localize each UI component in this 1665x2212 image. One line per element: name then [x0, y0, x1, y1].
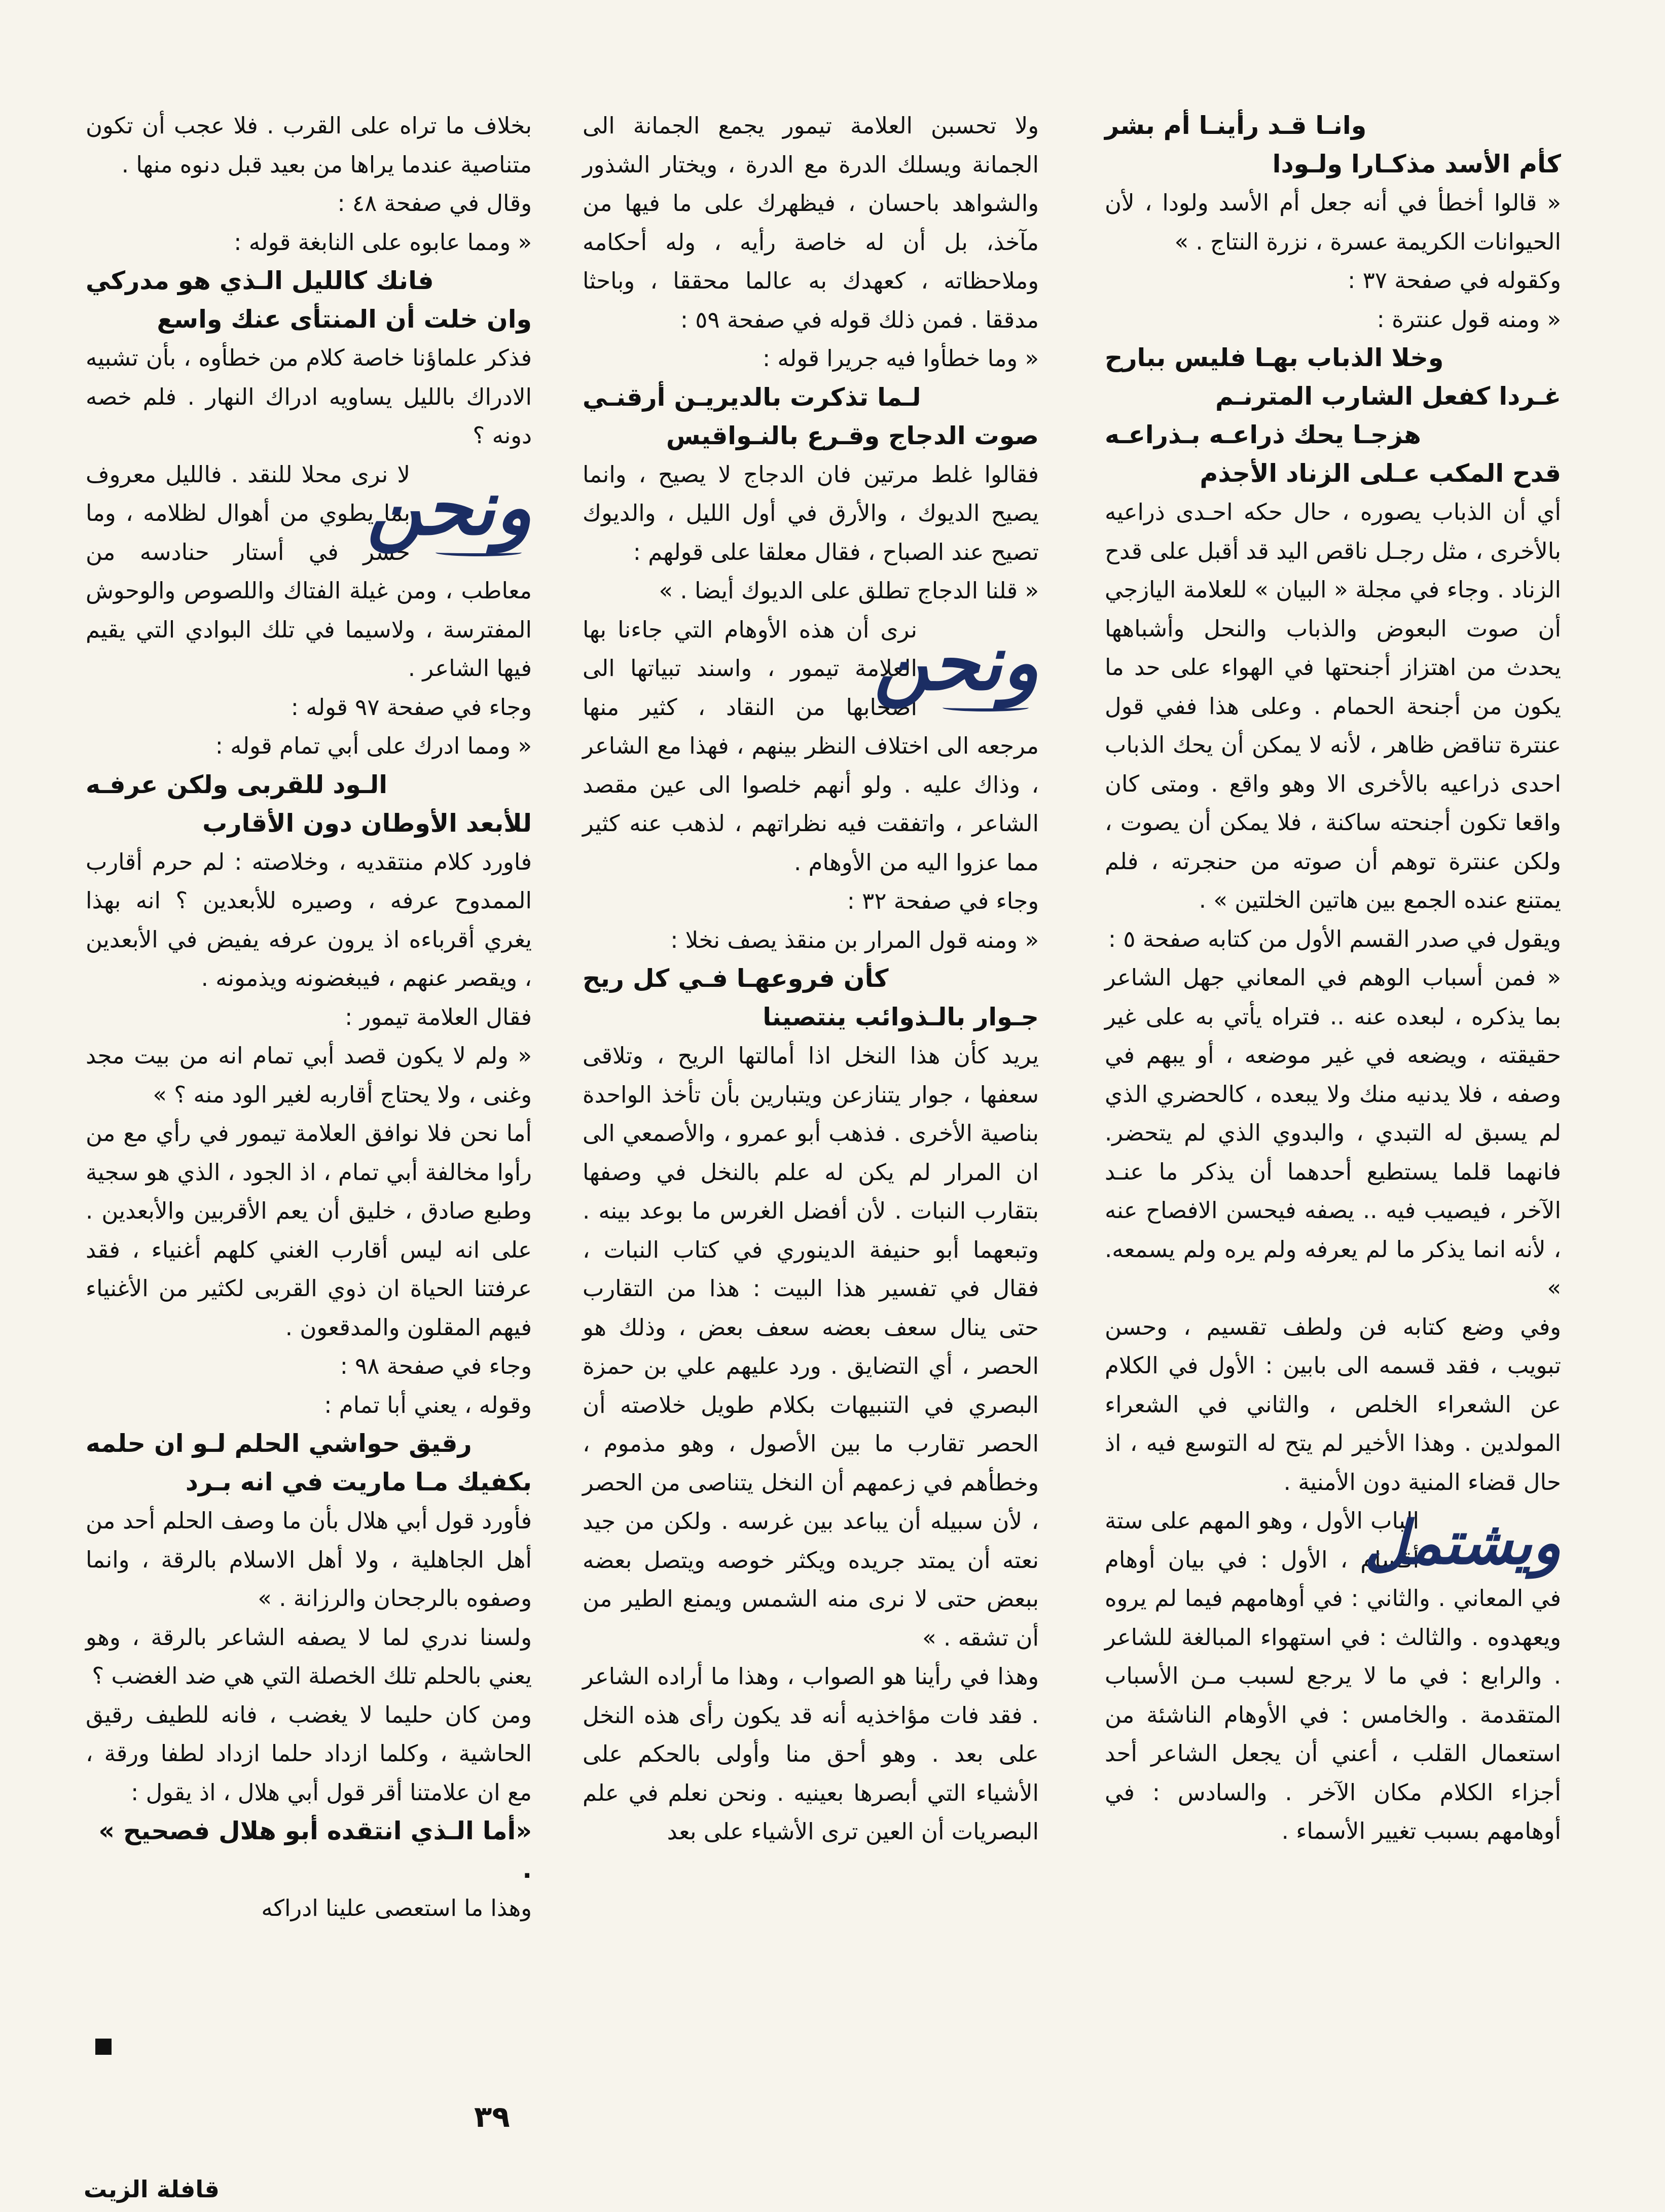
page-number: ٣٩ — [474, 2099, 510, 2134]
article-paragraph — [583, 921, 1039, 960]
verse-text: وان خلت أن المنتأى عنك واسع — [157, 305, 532, 334]
paragraph-text: « ومما عابوه على النابغة قوله : — [234, 228, 532, 256]
paragraph-text: « فمن أسباب الوهم في المعاني جهل الشاعر بما يذكره ، لبعده عنه .. فتراه يأتي به على غير حقيقته ، ويضعه في غير موضعه ، أو يبهم في وصفه ، فلا يدنيه منك ولا يبعده ، كالحضري الذي لم يسبق له التبدي ، والبدوي الذي لم يتحضر. فانهما قلما يستطيع أحدهما أن يذكر ما عنـد الآخر ، فيصيب فيه .. يصفه فيحسن الافصاح عنه ، لأنه انما يذكر ما لم يعرفه ولم يره ولم يسمعه. » — [1105, 964, 1561, 1301]
verse-text: غـردا كفعل الشارب المترنـم — [1215, 382, 1561, 411]
article-paragraph — [86, 455, 532, 688]
article-paragraph — [86, 223, 532, 262]
paragraph-text: « ولم لا يكون قصد أبي تمام انه من بيت مجد وغنى ، ولا يحتاج أقاربه لغير الود منه ؟ » — [86, 1042, 532, 1108]
paragraph-text: وقوله ، يعني أبا تمام : — [324, 1391, 532, 1418]
article-paragraph — [86, 106, 532, 184]
article-column-middle — [583, 106, 1039, 1851]
poem-verse — [1105, 106, 1561, 145]
poem-verse — [86, 1812, 532, 1889]
magazine-name: قافلة الزيت — [84, 2175, 220, 2203]
paragraph-text: فقال العلامة تيمور : — [345, 1003, 532, 1030]
article-paragraph — [86, 688, 532, 727]
article-paragraph — [1105, 300, 1561, 339]
paragraph-text: فقالوا غلط مرتين فان الدجاج لا يصيح ، وانما يصيح الديوك ، والأرق في أول الليل ، والديوك تصيح عند الصباح ، فقال معلقا على قولهم : — [583, 460, 1039, 565]
poem-verse — [1105, 416, 1561, 454]
article-paragraph — [86, 998, 532, 1037]
article-paragraph — [86, 1696, 532, 1812]
verse-text: وخلا الذباب بهـا فليس ببارح — [1105, 343, 1444, 372]
poem-verse — [583, 378, 1039, 417]
article-paragraph — [1105, 184, 1561, 261]
article-paragraph — [1105, 493, 1561, 920]
article-end-square-icon — [95, 2039, 112, 2055]
poem-verse — [1105, 339, 1561, 377]
paragraph-text: يريد كأن هذا النخل اذا أمالتها الريح ، وتلاقى سعفها ، جوار يتنازعن ويتبارين بأن تأخذ الواحدة بناصية الأخرى . فذهب أبو عمرو ، والأصمعي الى ان المرار لم يكن له علم بالنخل في وصفها بتقارب النبات . لأن أفضل الغرس ما بوعد بينه . وتبعهما أبو حنيفة الدينوري في كتاب النبات ، فقال في تفسير هذا البيت : هذا من التقارب حتى ينال سعف بعضه سعف بعض ، وذلك هو الحصر ، أي التضايق . ورد عليهم علي بن حمزة البصري في التنبيهات بكلام طويل خلاصته أن الحصر تقارب ما بين الأصول ، وهو مذموم ، وخطأهم في زعمهم أن النخل يتناصى من الحصر ، لأن سبيله أن يباعد بين غرسه . ولكن من جيد نعته أن يمتد جريده ويكثر خوصه ويتصل بعضه ببعض حتى لا نرى منه الشمس ويمنع الطير من أن تشقه . » — [583, 1042, 1039, 1651]
paragraph-text: وجاء في صفحة ٣٢ : — [847, 887, 1039, 914]
poem-verse — [1105, 145, 1561, 184]
article-paragraph — [86, 184, 532, 223]
paragraph-text: « قالوا أخطأ في أنه جعل أم الأسد ولودا ، لأن الحيوانات الكريمة عسرة ، نزرة النتاج . » — [1105, 189, 1561, 255]
paragraph-text: وجاء في صفحة ٩٧ قوله : — [291, 693, 532, 721]
verse-text: وانـا قـد رأينـا أم بشر — [1105, 111, 1367, 140]
poem-verse — [1105, 454, 1561, 493]
article-paragraph — [86, 339, 532, 455]
poem-verse — [86, 766, 532, 804]
article-paragraph — [86, 1037, 532, 1114]
article-paragraph — [583, 106, 1039, 339]
verse-text: فانك كالليل الـذي هو مدركي — [86, 266, 434, 295]
poem-verse — [86, 804, 532, 843]
paragraph-text: ومن كان حليما لا يغضب ، فانه للطيف رقيق الحاشية ، وكلما ازداد حلما ازداد لطفا ورقة ، مع ان علامتنا أقر قول أبي هلال ، اذ يقول : — [86, 1701, 532, 1806]
article-paragraph — [583, 611, 1039, 882]
article-paragraph — [86, 1502, 532, 1618]
poem-verse — [583, 998, 1039, 1037]
article-paragraph — [86, 1114, 532, 1347]
verse-text: الـود للقربى ولكن عرفـه — [86, 770, 388, 799]
verse-text: لـما تذكرت بالديريـن أرقنـي — [583, 382, 921, 412]
article-paragraph — [583, 455, 1039, 572]
poem-verse — [86, 1463, 532, 1502]
paragraph-text: وجاء في صفحة ٩٨ : — [340, 1352, 532, 1379]
poem-verse — [583, 417, 1039, 455]
article-paragraph — [86, 1889, 532, 1928]
paragraph-text: لا نرى محلا للنقد . فالليل معروف بما يطوي من أهوال لظلامه ، وما حشر في أستار حنادسه من معاطب ، ومن غيلة الفتاك واللصوص والوحوش المفترسة ، ولاسيما في تلك البوادي التي يقيم فيها الشاعر . — [86, 460, 532, 682]
article-column-left — [86, 106, 532, 1928]
article-paragraph — [86, 1386, 532, 1425]
poem-verse — [1105, 377, 1561, 416]
article-paragraph — [1105, 1308, 1561, 1502]
verse-text: قدح المكب عـلى الزناد الأجذم — [1200, 459, 1561, 488]
paragraph-text: أما نحن فلا نوافق العلامة تيمور في رأي مع من رأوا مخالفة أبي تمام ، اذ الجود ، الذي هو سجية وطبع صادق ، خليق أن يعم الأقربين والأبعدين . على انه ليس أقارب الغني كلهم أغنياء ، فقد عرفتنا الحياة ان ذوي القربى لكثير من الأغنياء فيهم المقلون والمدقعون . — [86, 1120, 532, 1341]
poem-verse — [86, 1424, 532, 1463]
poem-verse — [86, 262, 532, 300]
paragraph-text: وفي وضع كتابه فن ولطف تقسيم ، وحسن تبويب ، فقد قسمه الى بابين : الأول في الكلام عن الشعراء الخلص ، والثاني في الشعراء المولدين . وهذا الأخير لم يتح له التوسع فيه ، اذ حال قضاء المنية دون الأمنية . — [1105, 1313, 1561, 1495]
article-paragraph — [1105, 920, 1561, 959]
poem-verse — [86, 300, 532, 339]
paragraph-text: الباب الأول ، وهو المهم على ستة أقسام ، الأول : في بيان أوهام في المعاني . والثاني : في أوهامهم فيما لم يروه ويعهدوه . والثالث : في استهواء المبالغة للشاعر . والرابع : في ما لا يرجع لسبب مـن الأسباب المتقدمة . والخامس : في الأوهام الناشئة من استعمال القلب ، أعني أن يجعل الشاعر أحد أجزاء الكلام مكان الآخر . والسادس : في أوهامهم بسبب تغيير الأسماء . — [1105, 1507, 1561, 1844]
paragraph-text: بخلاف ما تراه على القرب . فلا عجب أن تكون متناصية عندما يراها من بعيد قبل دنوه منها . — [86, 112, 532, 178]
paragraph-text: أي أن الذباب يصوره ، حال حكه احـدى ذراعيه بالأخرى ، مثل رجـل ناقص اليد قد أقبل على قدح الزناد . وجاء في مجلة « البيان » للعلامة اليازجي أن صوت البعوض والذباب والنحل وأشباهها يحدث من اهتزاز أجنحتها في الهواء على حد ما يكون من أجنحة الحمام . وعلى هذا ففي قول عنترة تناقض ظاهر ، لأنه لا يمكن أن يحك الذباب احدى ذراعيه بالأخرى الا وهو واقع . ومتى كان واقعا تكون أجنحته ساكنة ، فلا يمكن أن يصوت ، ولكن عنترة توهم أن صوته من حنجرته ، فلم يمتنع عنده الجمع بين هاتين الخلتين » . — [1105, 498, 1561, 913]
verse-text: هزجـا يحك ذراعـه بـذراعـه — [1105, 420, 1421, 449]
paragraph-text: وكقوله في صفحة ٣٧ : — [1348, 267, 1561, 294]
paragraph-text: ويقول في صدر القسم الأول من كتابه صفحة ٥ : — [1108, 925, 1561, 952]
verse-text: صوت الدجاج وقـرع بالنـواقيس — [666, 421, 1039, 450]
paragraph-text: « ومنه قول المرار بن منقذ يصف نخلا : — [670, 926, 1039, 953]
article-paragraph — [1105, 261, 1561, 300]
article-paragraph — [583, 1657, 1039, 1851]
paragraph-text: نرى أن هذه الأوهام التي جاءنا بها العلامة تيمور ، واسند تبياتها الى أصحابها من النقاد ، كثير منها مرجعه الى اختلاف النظر بينهم ، فهذا مع الشاعر ، وذاك عليه . ولو أنهم خلصوا الى عين مقصد الشاعر ، واتفقت فيه نظراتهم ، لذهب عنه كثير مما عزوا اليه من الأوهام . — [583, 616, 1039, 876]
paragraph-text: فاورد كلام منتقديه ، وخلاصته : لم حرم أقارب الممدوح عرفه ، وصيره للأبعدين ؟ انه بهذا يغري أقرباءه اذ يرون عرفه يفيض في الأبعدين ، ويقصر عنهم ، فيبغضونه ويذمونه . — [86, 848, 532, 991]
paragraph-text: « ومنه قول عنترة : — [1377, 305, 1561, 333]
article-paragraph — [86, 843, 532, 998]
paragraph-text: وهذا ما استعصى علينا ادراكه — [261, 1895, 532, 1921]
paragraph-text: فأورد قول أبي هلال بأن ما وصف الحلم أحد من أهل الجاهلية ، ولا أهل الاسلام بالرقة ، وانما وصفوه بالرجحان والرزانة . » — [86, 1507, 532, 1612]
article-paragraph — [583, 1037, 1039, 1657]
poem-verse — [583, 959, 1039, 998]
calligraphy-lead-word: ونحن — [425, 459, 532, 556]
verse-text: للأبعد الأوطان دون الأقارب — [202, 808, 532, 838]
paragraph-text: وقال في صفحة ٤٨ : — [337, 190, 532, 217]
calligraphy-lead-word: ويشتمل — [1364, 1507, 1561, 1578]
verse-text: «أما الـذي انتقده أبو هلال فصحيح » . — [98, 1816, 532, 1884]
article-paragraph — [86, 727, 532, 766]
article-paragraph — [86, 1347, 532, 1386]
article-paragraph — [583, 339, 1039, 378]
verse-text: جـوار بالـذوائب ينتصينا — [763, 1003, 1039, 1031]
verse-text: بكفيك مـا ماريت في انه بـرد — [185, 1468, 532, 1496]
article-paragraph — [86, 1618, 532, 1696]
article-paragraph — [583, 572, 1039, 611]
paragraph-text: ولسنا ندري لما لا يصفه الشاعر بالرقة ، وهو يعني بالحلم تلك الخصلة التي هي ضد الغضب ؟ — [86, 1623, 532, 1689]
paragraph-text: « قلنا الدجاج تطلق على الديوك أيضا . » — [659, 577, 1039, 604]
verse-text: كأم الأسد مذكـارا ولـودا — [1272, 150, 1561, 179]
paragraph-text: « ومما ادرك على أبي تمام قوله : — [215, 732, 532, 759]
verse-text: رقيق حواشي الحلم لـو ان حلمه — [86, 1429, 472, 1458]
paragraph-text: فذكر علماؤنا خاصة كلام من خطأوه ، بأن تشبيه الادراك بالليل يساويه ادراك النهار . فلم خصه دونه ؟ — [86, 344, 532, 449]
calligraphy-lead-word: ونحن — [932, 615, 1039, 711]
paragraph-text: وهذا في رأينا هو الصواب ، وهذا ما أراده الشاعر . فقد فات مؤاخذيه أنه قد يكون رأى هذه النخل على بعد . وهو أحق منا وأولى بالحكم على الأشياء التي أبصرها بعينيه . ونحن نعلم في علم البصريات أن العين ترى الأشياء على بعد — [583, 1663, 1039, 1845]
article-paragraph — [583, 882, 1039, 921]
article-paragraph — [1105, 1502, 1561, 1851]
verse-text: كأن فروعهـا فـي كل ريح — [583, 964, 889, 993]
article-column-right — [1105, 106, 1561, 1851]
article-paragraph — [1105, 958, 1561, 1308]
paragraph-text: ولا تحسبن العلامة تيمور يجمع الجمانة الى الجمانة ويسلك الدرة مع الدرة ، ويختار الشذور والشواهد باحسان ، فيظهرك على ما فيها من مآخذ، بل أن له خاصة رأيه ، وله أحكامه وملاحظاته ، كعهدك به عالما محققا ، وباحثا مدققا . فمن ذلك قوله في صفحة ٥٩ : — [583, 112, 1039, 333]
paragraph-text: « وما خطأوا فيه جريرا قوله : — [762, 345, 1039, 372]
